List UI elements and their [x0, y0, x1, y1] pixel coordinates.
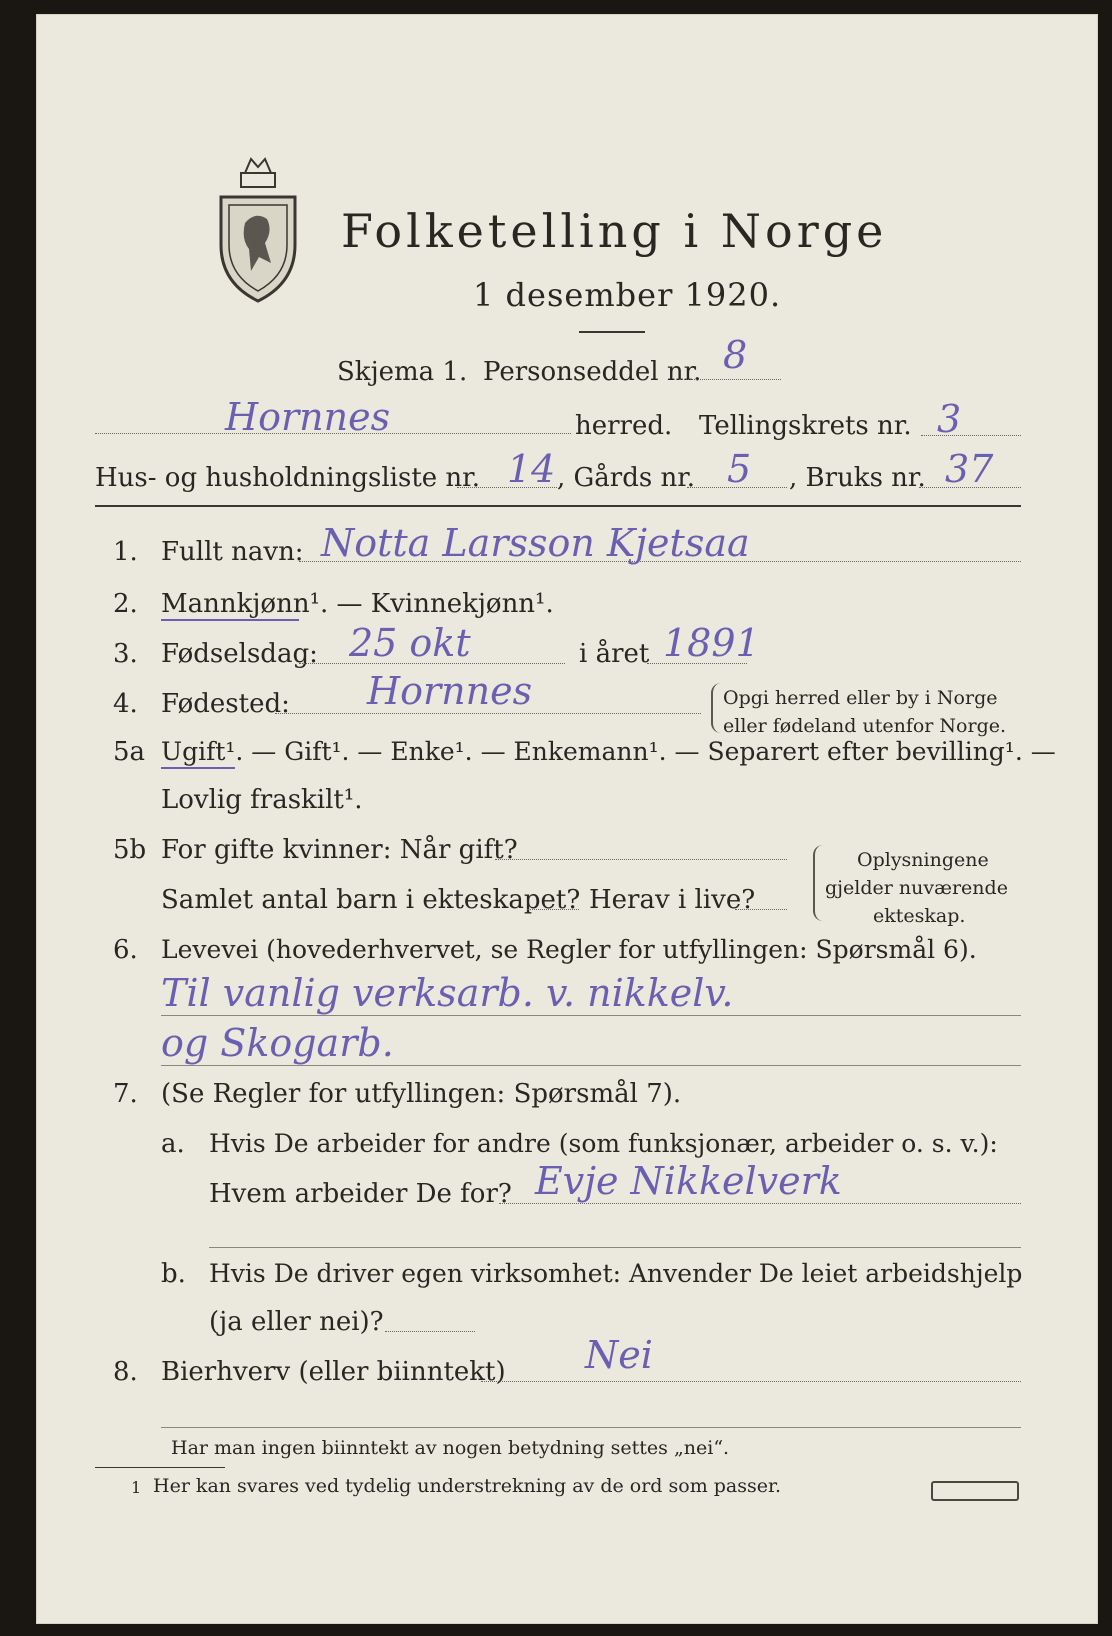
q3-label: Fødselsdag:	[161, 639, 318, 669]
q7b-letter: b.	[161, 1259, 186, 1289]
q1-value: Notta Larsson Kjetsaa	[321, 521, 750, 565]
q5b-alive-field[interactable]	[735, 909, 787, 910]
q7-number: 7.	[113, 1079, 138, 1109]
q4-note-line1: Opgi herred eller by i Norge	[723, 687, 998, 709]
q7-label: (Se Regler for utfyllingen: Spørsmål 7).	[161, 1079, 682, 1109]
tellingskrets-label: Tellingskrets nr.	[699, 411, 912, 441]
q3-number: 3.	[113, 639, 138, 669]
q5b-note-line1: Oplysningene	[857, 849, 989, 871]
q6-value-line2: og Skogarb.	[161, 1021, 394, 1065]
footer-note: Har man ingen biinntekt av nogen betydning settes „nei“.	[171, 1437, 730, 1459]
q6-line1[interactable]	[161, 1015, 1021, 1016]
q5b-children-label: Samlet antal barn i ekteskapet?	[161, 885, 581, 915]
herred-label: herred.	[575, 411, 673, 441]
q5a-label: Ugift¹. — Gift¹. — Enke¹. — Enkemann¹. — Separert efter bevilling¹. —	[161, 737, 1056, 766]
gards-value: 5	[727, 447, 752, 491]
q4-note-line2: eller fødeland utenfor Norge.	[723, 715, 1007, 737]
coat-of-arms-icon	[215, 153, 301, 305]
q5a-label-line2: Lovlig fraskilt¹.	[161, 785, 363, 815]
husliste-label: Hus- og husholdningsliste nr.	[95, 463, 481, 493]
q6-value-line1: Til vanlig verksarb. v. nikkelv.	[161, 971, 734, 1015]
q5b-children-field[interactable]	[527, 909, 579, 910]
q6-line2[interactable]	[161, 1065, 1021, 1066]
q2-number: 2.	[113, 589, 138, 619]
q5b-note-bracket	[813, 845, 823, 921]
herred-value: Hornnes	[225, 395, 391, 439]
q4-field[interactable]	[275, 713, 701, 714]
q5a-number: 5a	[113, 737, 146, 767]
q8-extra-line	[161, 1427, 1021, 1428]
q8-field[interactable]	[481, 1381, 1021, 1382]
q3-year-value: 1891	[663, 621, 760, 665]
q4-number: 4.	[113, 689, 138, 719]
q5b-alive-label: Herav i live?	[589, 885, 756, 915]
census-date: 1 desember 1920.	[473, 276, 782, 314]
q7a-label: Hvis De arbeider for andre (som funksjonær, arbeider o. s. v.):	[209, 1129, 998, 1158]
q5b-note-line2: gjelder nuværende	[825, 877, 1008, 899]
q1-number: 1.	[113, 537, 138, 567]
tellingskrets-value: 3	[937, 397, 962, 441]
personseddel-field[interactable]	[679, 379, 781, 380]
q5b-label: For gifte kvinner: Når gift?	[161, 835, 518, 865]
form-title: Folketelling i Norge	[341, 204, 888, 258]
footnote-mark: 1	[131, 1478, 142, 1497]
q7b-label: Hvis De driver egen virksomhet: Anvender De leiet arbeidshjelp	[209, 1259, 1023, 1288]
q5b-number: 5b	[113, 835, 147, 865]
q5a-underline-ugift	[161, 767, 235, 769]
q1-label: Fullt navn:	[161, 537, 304, 567]
q7a-employer-value: Evje Nikkelverk	[535, 1159, 842, 1203]
footnote-divider	[95, 1467, 225, 1468]
q4-label: Fødested:	[161, 689, 290, 719]
header-divider	[95, 505, 1021, 507]
q5b-married-field[interactable]	[495, 859, 787, 860]
q3-value: 25 okt	[349, 621, 471, 665]
tellingskrets-field[interactable]	[921, 435, 1021, 436]
q4-value: Hornnes	[367, 669, 533, 713]
q8-label: Bierhverv (eller biinntekt)	[161, 1357, 506, 1387]
q3-year-label: i året	[579, 639, 650, 669]
census-form	[36, 14, 1098, 1624]
q6-number: 6.	[113, 935, 138, 965]
q6-label: Levevei (hovederhvervet, se Regler for utfyllingen: Spørsmål 6).	[161, 935, 977, 964]
q7a-employer-label: Hvem arbeider De for?	[209, 1179, 512, 1209]
title-divider	[579, 331, 645, 333]
husliste-value: 14	[507, 447, 556, 491]
gards-label: , Gårds nr.	[557, 463, 696, 493]
q7a-extra-line[interactable]	[209, 1247, 1021, 1248]
q7a-letter: a.	[161, 1129, 185, 1159]
q8-value: Nei	[585, 1333, 653, 1377]
q5b-note-line3: ekteskap.	[873, 905, 966, 927]
q7b-field[interactable]	[385, 1331, 475, 1332]
footnote-text: Her kan svares ved tydelig understrekning av de ord som passer.	[153, 1475, 782, 1497]
bruks-value: 37	[945, 447, 994, 491]
q7a-employer-field[interactable]	[499, 1203, 1021, 1204]
q2-label: Mannkjønn¹. — Kvinnekjønn¹.	[161, 589, 554, 619]
skjema-label: Skjema 1.	[337, 357, 468, 387]
q2-underline-mannkjonn	[161, 619, 299, 621]
q7b-label-line2: (ja eller nei)?	[209, 1307, 384, 1337]
printer-stamp	[931, 1481, 1019, 1501]
bruks-label: , Bruks nr.	[789, 463, 926, 493]
personseddel-label: Personseddel nr.	[483, 357, 702, 387]
q8-number: 8.	[113, 1357, 138, 1387]
personseddel-value: 8	[723, 333, 748, 377]
q4-note-bracket	[711, 683, 721, 733]
